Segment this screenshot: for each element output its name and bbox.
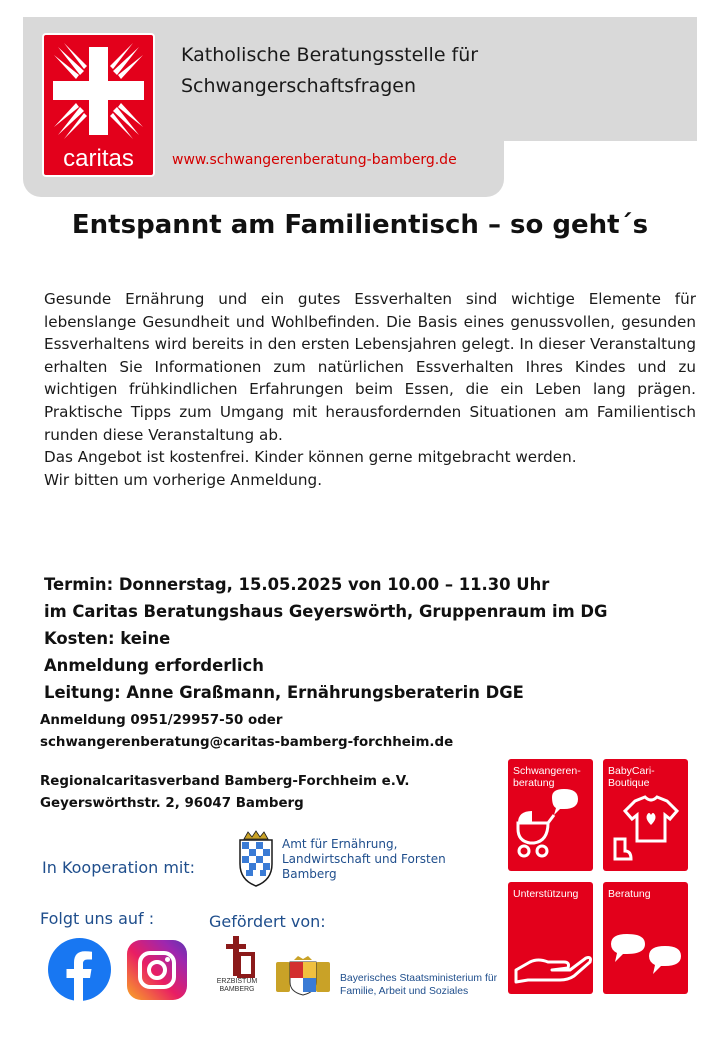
contact-email[interactable]: schwangerenberatung@caritas-bamberg-forchheim.de [40,735,454,750]
tile-babycari-label [608,765,688,789]
cooperation-label: In Kooperation mit: [42,858,196,877]
tile-label-line1: BabyCari- [608,765,655,777]
ministry-line2: Familie, Arbeit und Soziales [340,986,469,997]
tile-beratung[interactable] [603,882,688,994]
amt-name-line1: Amt für Ernährung, [282,837,398,851]
contact-info [40,710,453,754]
amt-logo [236,830,466,890]
tile-unterstuetzung-label [513,888,593,900]
bavarian-state-crest-icon [274,956,332,996]
contact-phone[interactable]: Anmeldung 0951/29957-50 oder [40,713,283,728]
tile-label-line2: Boutique [608,777,650,789]
tile-label-line1: Beratung [608,888,651,900]
event-cost: Kosten: keine [44,629,171,648]
erzbistum-cross-icon [212,934,262,978]
organization-address [40,771,410,815]
organization-title [181,40,478,102]
event-host: Leitung: Anne Graßmann, Ernährungsberaterin DGE [44,683,524,702]
description [44,288,696,491]
amt-name-line2: Landwirtschaft und Forsten [282,852,446,866]
ministry-name [340,972,497,998]
address-line1: Regionalcaritasverband Bamberg-Forchheim e.V. [40,774,410,789]
description-free-offer: Das Angebot ist kostenfrei. Kinder können gerne mitgebracht werden. [44,448,577,467]
caritas-wordmark: caritas [63,145,134,172]
erzbistum-logo [212,934,262,998]
event-details [44,571,607,706]
follow-label: Folgt uns auf : [40,909,155,928]
page-title: Entspannt am Familientisch – so geht´s [71,210,649,240]
caritas-logo [42,33,155,177]
funded-by-label: Gefördert von: [209,912,326,931]
bavarian-crest-icon [236,830,276,888]
caritas-flame-cross-icon [44,35,153,145]
ministry-logo [274,956,506,1000]
org-title-line1: Katholische Beratungsstelle für [181,44,479,66]
tile-beratung-label [608,888,688,900]
tile-schwangerenberatung-label [513,765,593,789]
website-link[interactable]: www.schwangerenberatung-bamberg.de [172,152,457,168]
tile-unterstuetzung[interactable] [508,882,593,994]
tile-label-line2: beratung [513,777,555,789]
event-registration: Anmeldung erforderlich [44,656,264,675]
event-date: Termin: Donnerstag, 15.05.2025 von 10.00 – 11.30 Uhr [44,575,550,594]
org-title-line2: Schwangerschaftsfragen [181,75,417,97]
erzbistum-name [212,978,262,994]
ministry-line1: Bayerisches Staatsministerium für [340,973,498,984]
erzbistum-line2: BAMBERG [219,986,255,993]
event-location: im Caritas Beratungshaus Geyerswörth, Gruppenraum im DG [44,602,608,621]
description-paragraph: Gesunde Ernährung und ein gutes Essverhalten sind wichtige Elemente für lebenslange Gesundheit und Wohlbefinden. Die Basis eines genussvollen, gesunden Essverhaltens wird bereits in den ersten Lebensjahren gelegt. In dieser Veranstaltung erhalten Sie Informationen zum natürlichen Essverhalten Ihres Kindes und zu wichtigen frühkindlichen Erfahrungen beim Essen, die ein Leben lang prägen. Praktische Tipps zum Umgang mit herausfordernden Situationen am Familientisch runden diese Veranstaltung ab. [44,290,696,444]
tile-schwangerenberatung[interactable] [508,759,593,871]
erzbistum-line1: ERZBISTUM [216,978,258,985]
tile-babycari-boutique[interactable] [603,759,688,871]
amt-name [282,837,446,882]
description-registration-request: Wir bitten um vorherige Anmeldung. [44,470,323,489]
address-line2: Geyerswörthstr. 2, 96047 Bamberg [40,796,304,811]
facebook-icon[interactable] [48,938,111,1001]
amt-name-line3: Bamberg [282,867,337,881]
tile-label-line1: Schwangeren- [513,765,581,777]
tile-label-line1: Unterstützung [513,888,579,900]
instagram-icon[interactable] [127,940,187,1000]
